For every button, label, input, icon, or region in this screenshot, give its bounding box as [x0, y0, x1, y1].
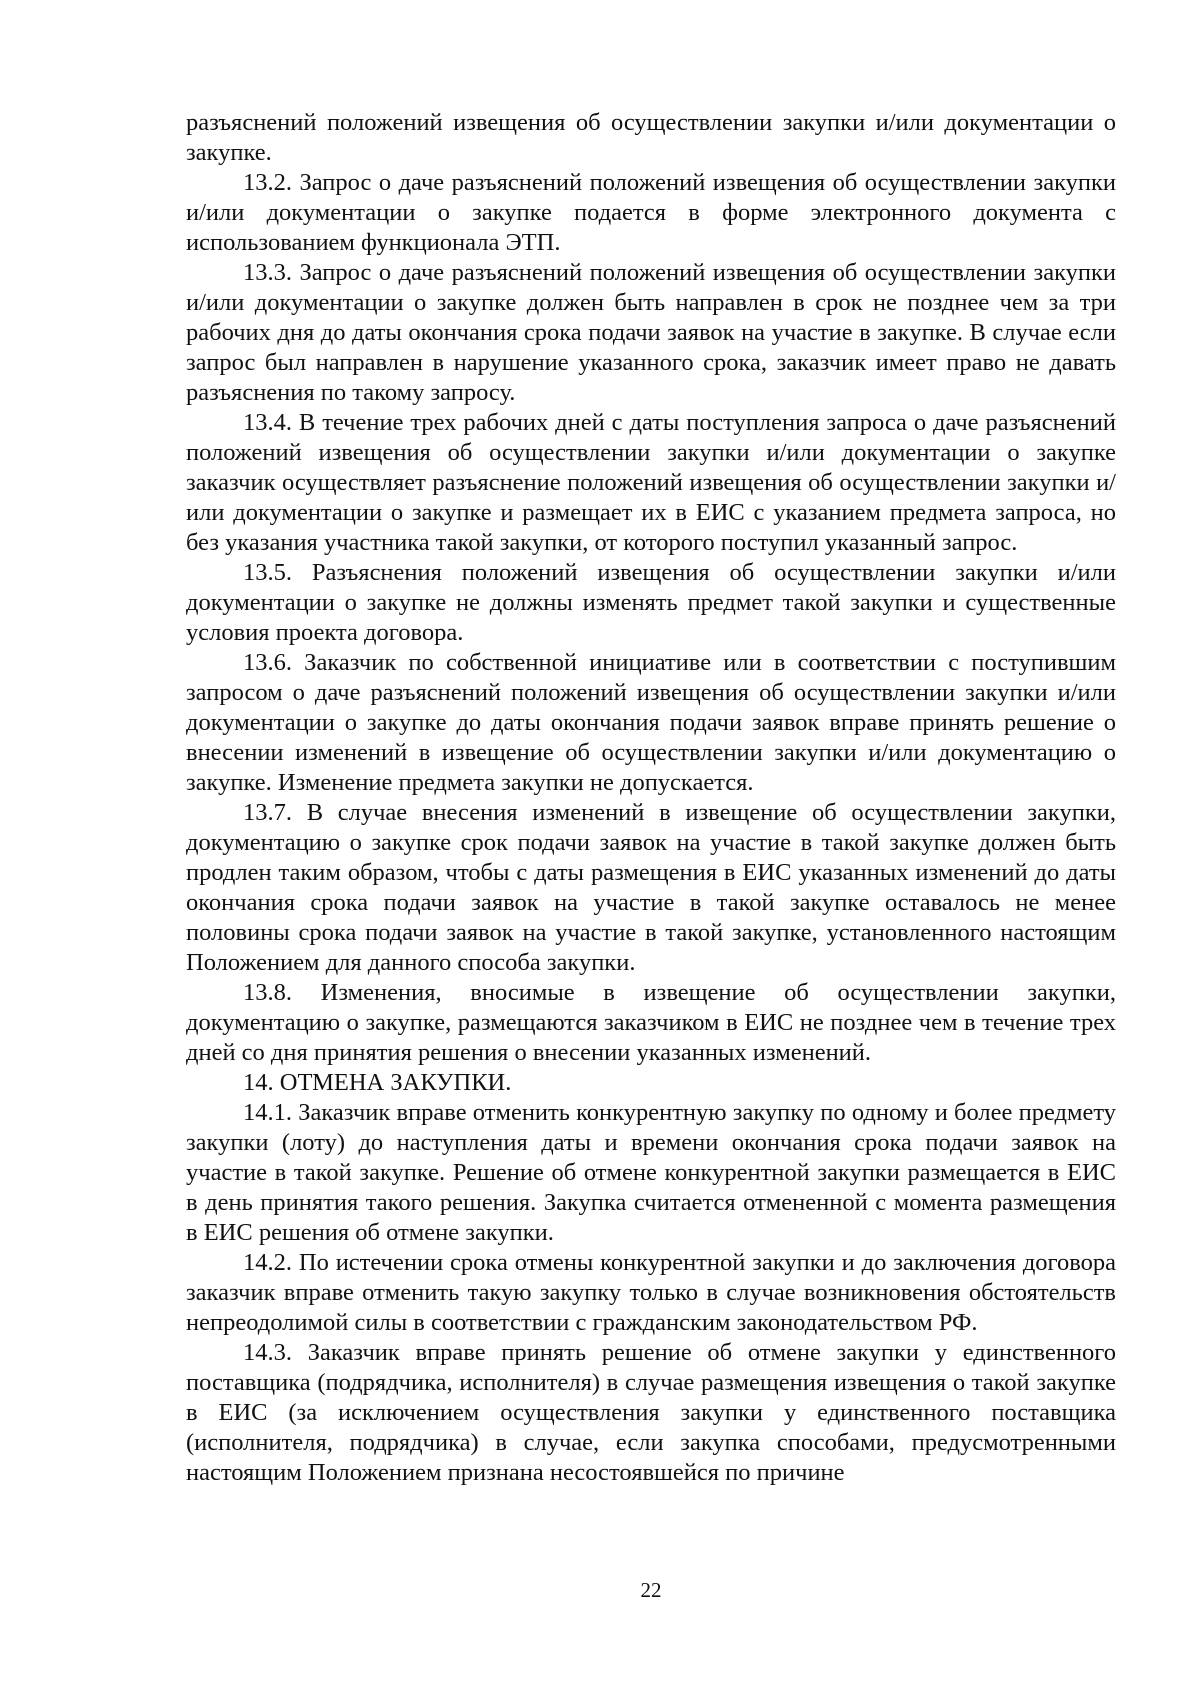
paragraph-13-4: 13.4. В течение трех рабочих дней с даты поступления запроса о даче разъяснений положений извещения об осуществлении закупки и/или документации о закупке заказчик осуществляет разъяснение положений извещения об осуществлении закупки и/или документации о закупке и размещает их в ЕИС с указанием предмета запроса, но без указания участника такой закупки, от которого поступил указанный запрос. [186, 409, 1116, 556]
page-number: 22 [640, 1578, 662, 1602]
section-14-heading: 14. ОТМЕНА ЗАКУПКИ. [243, 1069, 512, 1096]
document-page [186, 108, 1116, 1488]
paragraph-13-8: 13.8. Изменения, вносимые в извещение об осуществлении закупки, документацию о закупке, размещаются заказчиком в ЕИС не позднее чем в течение трех дней со дня принятия решения о внесении указанных изменений. [186, 979, 1116, 1066]
paragraph-13-6: 13.6. Заказчик по собственной инициативе или в соответствии с поступившим запросом о даче разъяснений положений извещения об осуществлении закупки и/или документации о закупке до даты окончания подачи заявок вправе принять решение о внесении изменений в извещение об осуществлении закупки и/или документацию о закупке. Изменение предмета закупки не допускается. [186, 649, 1116, 796]
paragraph-13-2: 13.2. Запрос о даче разъяснений положений извещения об осуществлении закупки и/или документации о закупке подается в форме электронного документа с использованием функционала ЭТП. [186, 169, 1116, 256]
paragraph-14-2: 14.2. По истечении срока отмены конкурентной закупки и до заключения договора заказчик вправе отменить такую закупку только в случае возникновения обстоятельств непреодолимой силы в соответствии с гражданским законодательством РФ. [186, 1249, 1116, 1336]
paragraph-14-3: 14.3. Заказчик вправе принять решение об отмене закупки у единственного поставщика (подрядчика, исполнителя) в случае размещения извещения о такой закупке в ЕИС (за исключением осуществления закупки у единственного поставщика (исполнителя, подрядчика) в случае, если закупка способами, предусмотренными настоящим Положением признана несостоявшейся по причине [186, 1339, 1116, 1486]
paragraph-13-3: 13.3. Запрос о даче разъяснений положений извещения об осуществлении закупки и/или документации о закупке должен быть направлен в срок не позднее чем за три рабочих дня до даты окончания срока подачи заявок на участие в закупке. В случае если запрос был направлен в нарушение указанного срока, заказчик имеет право не давать разъяснения по такому запросу. [186, 259, 1116, 406]
paragraph-14-1: 14.1. Заказчик вправе отменить конкурентную закупку по одному и более предмету закупки (лоту) до наступления даты и времени окончания срока подачи заявок на участие в такой закупке. Решение об отмене конкурентной закупки размещается в ЕИС в день принятия такого решения. Закупка считается отмененной с момента размещения в ЕИС решения об отмене закупки. [186, 1099, 1116, 1246]
paragraph-13-5: 13.5. Разъяснения положений извещения об осуществлении закупки и/или документации о закупке не должны изменять предмет такой закупки и существенные условия проекта договора. [186, 559, 1116, 646]
paragraph-13-1-continuation: разъяснений положений извещения об осуществлении закупки и/или документации о закупке. [186, 109, 1116, 166]
paragraph-13-7: 13.7. В случае внесения изменений в извещение об осуществлении закупки, документацию о закупке срок подачи заявок на участие в такой закупке должен быть продлен таким образом, чтобы с даты размещения в ЕИС указанных изменений до даты окончания срока подачи заявок на участие в такой закупке оставалось не менее половины срока подачи заявок на участие в такой закупке, установленного настоящим Положением для данного способа закупки. [186, 799, 1116, 976]
